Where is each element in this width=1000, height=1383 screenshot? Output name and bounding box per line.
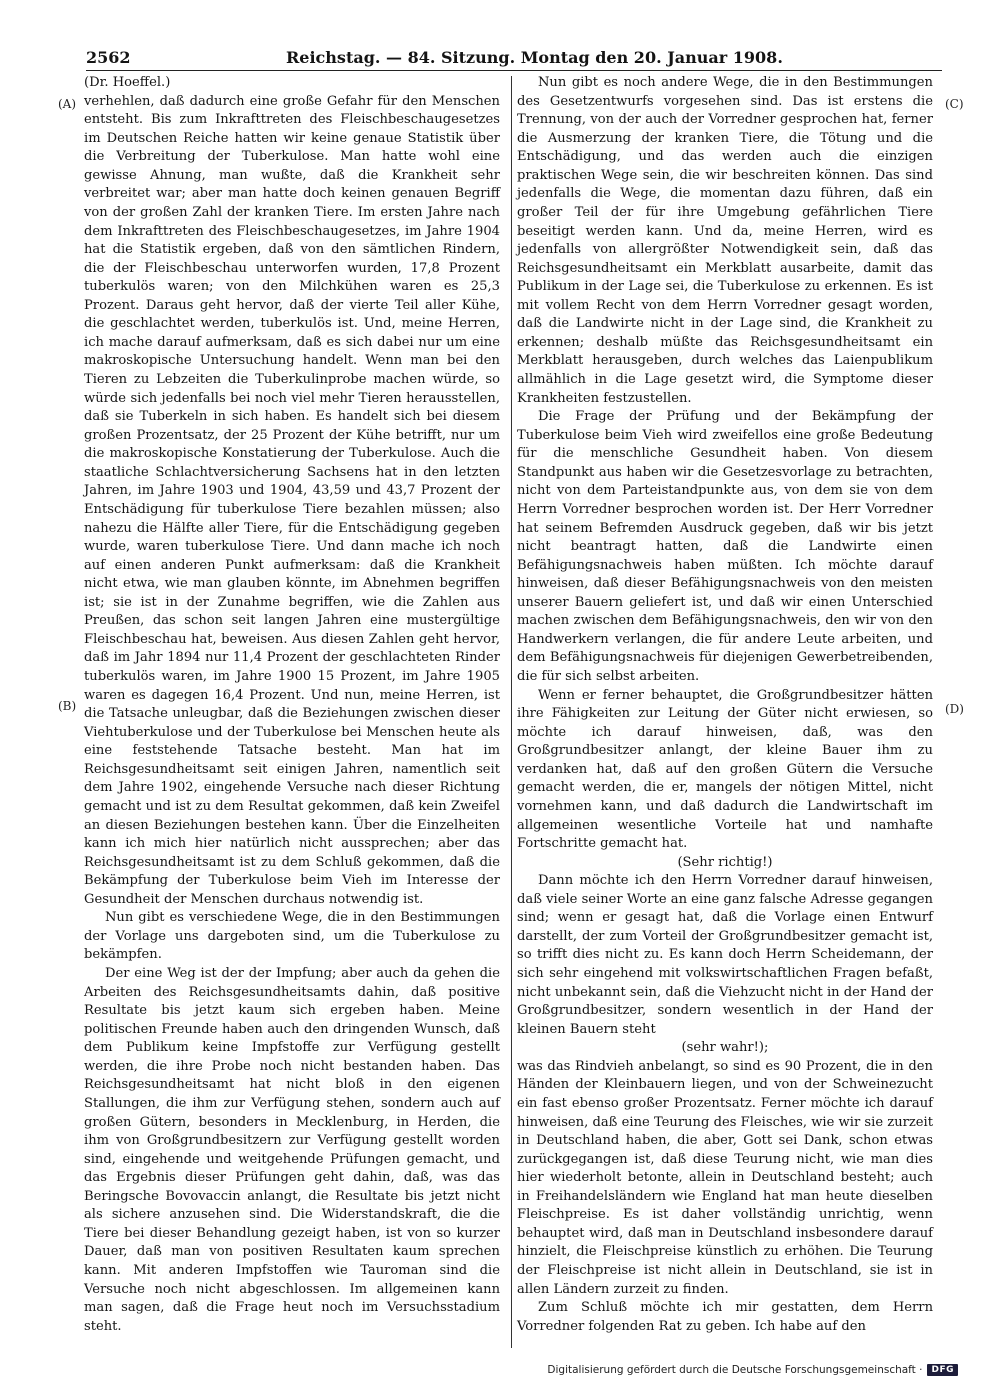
left-paragraph-2: Nun gibt es verschiedene Wege, die in den Bestimmungen der Vorlage uns dargeboten sind, um die Tuberkulose zu bekämpfen. bbox=[84, 910, 500, 963]
left-paragraph-3: Der eine Weg ist der der Impfung; aber auch da gehen die Arbeiten des Reichsgesundheitsamts dahin, daß positive Resultate bis jetzt kaum sich ergeben haben. Meine politischen Freunde haben auch den dringenden Wunsch, daß dem Publikum keine Impfstoffe zur Verfügung gestellt werden, die ihre Probe noch nicht bestanden haben. Das Reichsgesundheitsamt hat nicht bloß in den eigenen Stallungen, die ihm zur Verfügung stehen, sondern auch auf großen Gütern, besonders in Mecklenburg, in Herden, die ihm von Großgrundbesitzern zur Verfügung gestellt worden sind, eingehende und weitgehende Prüfungen gemacht, und das Ergebnis dieser Prüfungen geht dahin, daß, was das Beringsche Bovovaccin anlangt, die Resultate bis jetzt nicht als sichere anzusehen sind. Die Widerstandskraft, die die Tiere bei dieser Behandlung gezeigt haben, ist von so kurzer Dauer, daß man von positiven Resultaten kaum sprechen kann. Mit anderen Impfstoffen wie Tauroman sind die Versuche noch nicht abgeschlossen. Im allgemeinen kann man sagen, daß die Frage heut noch im Versuchsstadium steht. bbox=[84, 966, 500, 1334]
page-header bbox=[86, 48, 942, 70]
margin-mark-b: (B) bbox=[58, 699, 77, 713]
margin-mark-c: (C) bbox=[945, 97, 964, 111]
running-title: Reichstag. — 84. Sitzung. Montag den 20. Januar 1908. bbox=[286, 48, 783, 67]
right-paragraph-1: Nun gibt es noch andere Wege, die in den Bestimmungen des Gesetzentwurfs vorgesehen sind. Das ist erstens die Trennung, von der auch der Vorredner gesprochen hat, ferner die Ausmerzung der kranken Tiere, die Tötung und die Entschädigung, und das werden auch die einzigen praktischen Wege sein, die wir beschreiten können. Das sind jedenfalls die Wege, die momentan dazu führen, daß ein großer Teil der für ihre Umgebung gefährlichen Tiere beseitigt werden kann. Und da, meine Herren, wird es jedenfalls von allergrößter Notwendigkeit sein, daß das Reichsgesundheitsamt ein Merkblatt ausarbeite, damit das Publikum in der Lage sei, die Tuberkulose zu erkennen. Es ist mit vollem Recht von dem Herrn Vorredner gesagt worden, daß die Landwirte nicht in der Lage sind, die Krankheit zu erkennen; deshalb müßte das Reichsgesundheitsamt ein Merkblatt herausgeben, durch welches das Laienpublikum allmählich in die Lage gesetzt wird, die Symptome dieser Krankheiten festzustellen. bbox=[517, 75, 933, 406]
right-paragraph-3: Wenn er ferner behauptet, die Großgrundbesitzer hätten ihre Fähigkeiten zur Leitung der Güter nicht erwiesen, so möchte ich darauf hinweisen, daß, was den Großgrundbesitzer anlangt, der kleine Bauer ihm zu verdanken hat, daß auf den großen Gütern die Versuche gemacht werden, die er, mangels der nötigen Mittel, nicht vornehmen kann, und daß dadurch die Landwirtschaft im allgemeinen wesentliche Vorteile hat und namhafte Fortschritte gemacht hat. bbox=[517, 687, 933, 852]
right-paragraph-4: Dann möchte ich den Herrn Vorredner darauf hinweisen, daß viele seiner Worte an eine ganz falsche Adresse gegangen sind; wenn er gesagt hat, daß die Vorlage einen Entwurf darstellt, der zum Vorteil der Großgrundbesitzer gemacht ist, so trifft dies nicht zu. Es kann doch Herrn Scheidemann, der sich sehr eingehend mit volkswirtschaftlichen Fragen befaßt, nicht unbekannt sein, daß die Viehzucht nicht in der Hand der Großgrundbesitzer, sondern wesentlich in der Hand der kleinen Bauern steht bbox=[517, 873, 933, 1037]
speaker-label: (Dr. Hoeffel.) bbox=[84, 75, 171, 90]
credit-text: Digitalisierung gefördert durch die Deutsche Forschungsgemeinschaft · bbox=[547, 1364, 923, 1376]
right-paragraph-6: Zum Schluß möchte ich mir gestatten, dem Herrn Vorredner folgenden Rat zu geben. Ich habe auf den bbox=[517, 1300, 933, 1334]
dfg-logo-icon: DFG bbox=[927, 1364, 958, 1376]
right-column bbox=[517, 74, 933, 1336]
header-rule bbox=[86, 70, 942, 71]
right-paragraph-2: Die Frage der Prüfung und der Bekämpfung der Tuberkulose beim Vieh wird zweifellos eine große Bedeutung für die menschliche Gesundheit haben. Von diesem Standpunkt aus haben wir die Gesetzesvorlage zu betrachten, nicht von dem Parteistandpunkte aus, von dem sie von dem Herrn Vorredner besprochen worden ist. Der Herr Vorredner hat seinem Befremden Ausdruck gegeben, daß wir bis jetzt nicht beantragt hatten, daß die Landwirte einen Befähigungsnachweis haben müßten. Ich möchte darauf hinweisen, daß dieser Befähigungsnachweis von den meisten unserer Bauern geliefert ist, und daß wir einen Unterschied machen zwischen dem Befähigungsnachweis, den wir von den Handwerkern verlangen, die für andere Leute arbeiten, und dem Befähigungsnachweis für diejenigen Gewerbetreibenden, die für sich selbst arbeiten. bbox=[517, 409, 933, 684]
left-paragraph-1: verhehlen, daß dadurch eine große Gefahr für den Menschen entsteht. Bis zum Inkrafttreten des Fleischbeschaugesetzes im Deutschen Reiche hatten wir keine genaue Statistik über die Verbreitung der Tuberkulose. Man hatte wohl eine gewisse Ahnung, man wußte, daß die Krankheit sehr verbreitet war; aber man hatte doch keinen genauen Begriff von der großen Zahl der kranken Tiere. Im ersten Jahre nach dem Inkrafttreten des Fleischbeschaugesetzes, im Jahre 1904 hat die Statistik ergeben, daß von den sämtlichen Rindern, die der Fleischbeschau unterworfen wurden, 17,8 Prozent tuberkulös waren; von den Milchkühen waren es 25,3 Prozent. Daraus geht hervor, daß der vierte Teil aller Kühe, die geschlachtet werden, tuberkulös ist. Und, meine Herren, ich mache darauf aufmerksam, daß es sich dabei nur um eine makroskopische Untersuchung handelt. Wenn man bei den Tieren zu Lebzeiten die Tuberkulinprobe machen würde, so würde sich jedenfalls bei noch viel mehr Tieren herausstellen, daß sie Tuberkeln in sich haben. Es handelt sich bei diesem großen Prozentsatz, der 25 Prozent der Kühe betrifft, nur um die makroskopische Konstatierung der Tuberkulose. Auch die staatliche Schlachtversicherung Sachsens hat in den letzten Jahren, im Jahre 1903 und 1904, 43,59 und 43,7 Prozent der Entschädigung für tuberkulose Tiere bezahlen müssen; also nahezu die Hälfte aller Tiere, für die Entschädigung gegeben wurde, waren tuberkulose Tiere. Und dann mache ich noch auf einen anderen Punkt aufmerksam: daß die Krankheit nicht etwa, wie man glauben könnte, im Abnehmen begriffen ist; sie ist in der Zunahme begriffen, wie die Zahlen aus Preußen, das schon seit langen Jahren eine mustergültige Fleischbeschau hat, beweisen. Aus diesen Zahlen geht hervor, daß im Jahr 1894 nur 11,4 Prozent der geschlachteten Rinder tuberkulös waren, im Jahre 1900 15 Prozent, im Jahre 1905 waren es dagegen 16,4 Prozent. Und nun, meine Herren, ist die Tatsache unleugbar, daß die Beziehungen zwischen dieser Viehtuberkulose und der Tuberkulose bei Menschen heute als eine feststehende Tatsache besteht. Man hat im Reichsgesundheitsamt seit einigen Jahren, namentlich seit dem Jahre 1902, eingehende Versuche nach dieser Richtung gemacht und ist zu dem Resultat gekommen, daß kein Zweifel an diesen Beziehungen bestehen kann. Über die Einzelheiten kann ich mich hier natürlich nicht aussprechen; aber das Reichsgesundheitsamt ist zu dem Schluß gekommen, daß die Bekämpfung der Tuberkulose beim Vieh im Interesse der Gesundheit der Menschen durchaus notwendig ist. bbox=[84, 93, 500, 907]
right-paragraph-5: was das Rindvieh anbelangt, so sind es 90 Prozent, die in den Händen der Kleinbauern liegen, und von der Schweinezucht ein fast ebenso großer Prozentsatz. Ferner möchte ich darauf hinweisen, daß eine Teurung des Fleisches, wie wir sie zurzeit in Deutschland haben, die aber, Gott sei Dank, schon etwas zurückgegangen ist, daß diese Teurung nicht, wie man dies hier wiederholt betonte, allein in Deutschland besteht; auch in Freihandelsländern wie England hat man heute dieselben Fleischpreise. Es ist daher vollständig unrichtig, wenn behauptet wird, daß man in Deutschland insbesondere darauf hinzielt, die Fleischpreise künstlich zu erhöhen. Die Teurung der Fleischpreise ist nicht allein in Deutschland, sie ist in allen Ländern zurzeit zu finden. bbox=[517, 1058, 933, 1297]
column-divider bbox=[511, 76, 512, 1348]
left-column bbox=[84, 74, 500, 1336]
digitization-credit bbox=[547, 1364, 958, 1376]
interjection-sehr-richtig: (Sehr richtig!) bbox=[677, 854, 773, 870]
page-number: 2562 bbox=[86, 48, 131, 67]
margin-mark-d: (D) bbox=[945, 702, 964, 716]
interjection-sehr-wahr: (sehr wahr!); bbox=[681, 1040, 769, 1056]
margin-mark-a: (A) bbox=[58, 97, 77, 111]
